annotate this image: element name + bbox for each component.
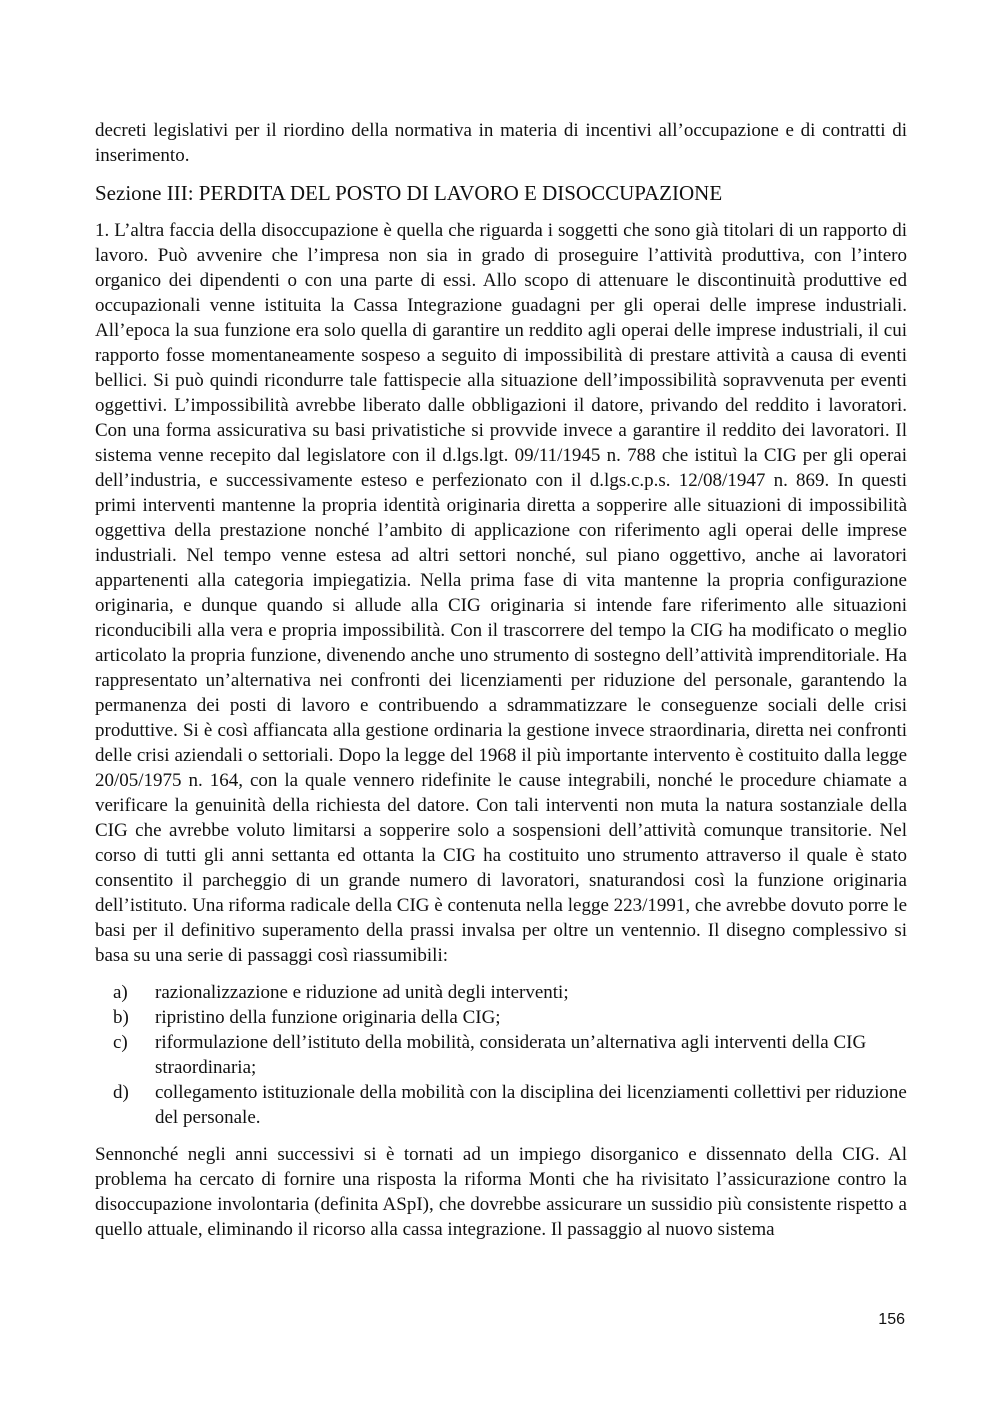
- page-number: 156: [878, 1311, 905, 1328]
- intro-paragraph: decreti legislativi per il riordino della normativa in materia di incentivi all’occupazione e di contratti di inserimento.: [95, 120, 907, 166]
- list-item-text: collegamento istituzionale della mobilità con la disciplina dei licenziamenti collettivi per riduzione del personale.: [155, 1082, 907, 1128]
- enumerated-list: [95, 980, 907, 1130]
- list-item-text: riformulazione dell’istituto della mobilità, considerata un’alternativa agli interventi della CIG straordinaria;: [155, 1032, 867, 1078]
- list-item-marker: d): [113, 1082, 129, 1103]
- list-item-marker: a): [113, 982, 128, 1003]
- body-paragraph-1: 1. L’altra faccia della disoccupazione è quella che riguarda i soggetti che sono già titolari di un rapporto di lavoro. Può avvenire che l’impresa non sia in grado di proseguire l’attività produttiva, con l’intero organico dei dipendenti o con una parte di essi. Allo scopo di attenuare le discontinuità produttive ed occupazionali venne istituita la Cassa Integrazione guadagni per gli operai delle imprese industriali. All’epoca la sua funzione era solo quella di garantire un reddito agli operai delle imprese industriali, il cui rapporto fosse momentaneamente sospeso a seguito di impossibilità di prestare attività a causa di eventi bellici. Si può quindi ricondurre tale fattispecie alla situazione dell’impossibilità sopravvenuta per eventi oggettivi. L’impossibilità avrebbe liberato dalle obbligazioni il datore, privando del reddito i lavoratori. Con una forma assicurativa su basi privatistiche si provvide invece a garantire il reddito dei lavoratori. Il sistema venne recepito dal legislatore con il d.lgs.lgt. 09/11/1945 n. 788 che istituì la CIG per gli operai dell’industria, e successivamente esteso e perfezionato con il d.lgs.c.p.s. 12/08/1947 n. 869. In questi primi interventi mantenne la propria identità originaria diretta a sopperire alle situazioni di impossibilità oggettiva della prestazione nonché l’ambito di applicazione con riferimento agli operai delle imprese industriali. Nel tempo venne estesa ad altri settori nonché, sul piano oggettivo, anche ai lavoratori appartenenti alla categoria impiegatizia. Nella prima fase di vita mantenne la propria configurazione originaria, e dunque quando si allude alla CIG originaria si intende fare riferimento alle situazioni riconducibili alla vera e propria impossibilità. Con il trascorrere del tempo la CIG ha modificato o meglio articolato la propria funzione, divenendo anche uno strumento di sostegno dell’attività imprenditoriale. Ha rappresentato un’alternativa nei confronti dei licenziamenti per riduzione del personale, garantendo la permanenza dei posti di lavoro e contribuendo a sdrammatizzare le conseguenze sociali delle crisi produttive. Si è così affiancata alla gestione ordinaria la gestione invece straordinaria, diretta nei confronti delle crisi aziendali o settoriali. Dopo la legge del 1968 il più importante intervento è costituito dalla legge 20/05/1975 n. 164, con la quale vennero ridefinite le cause integrabili, nonché le procedure chiamate a verificare la genuinità della richiesta del datore. Con tali interventi non muta la natura sostanziale della CIG che avrebbe voluto limitarsi a sopperire solo a sospensioni dell’attività comunque transitorie. Nel corso di tutti gli anni settanta ed ottanta la CIG ha costituito uno strumento attraverso il quale è stato consentito il parcheggio di un grande numero di lavoratori, snaturandosi così la funzione originaria dell’istituto. Una riforma radicale della CIG è contenuta nella legge 223/1991, che avrebbe dovuto porre le basi per il definitivo superamento della prassi invalsa per oltre un ventennio. Il disegno complessivo si basa su una serie di passaggi così riassumibili:: [95, 220, 907, 966]
- document-page: [95, 118, 907, 1242]
- list-item: [95, 980, 907, 1005]
- list-item: [95, 1005, 907, 1030]
- body-paragraph-2: Sennonché negli anni successivi si è tornati ad un impiego disorganico e dissennato della CIG. Al problema ha cercato di fornire una risposta la riforma Monti che ha rivisitato l’assicurazione contro la disoccupazione involontaria (definita ASpI), che dovrebbe assicurare un sussidio più consistente rispetto a quello attuale, eliminando il ricorso alla cassa integrazione. Il passaggio al nuovo sistema: [95, 1144, 907, 1240]
- list-item-marker: c): [113, 1032, 128, 1053]
- list-item-text: razionalizzazione e riduzione ad unità degli interventi;: [155, 982, 569, 1003]
- section-title: Sezione III: PERDITA DEL POSTO DI LAVORO E DISOCCUPAZIONE: [95, 181, 723, 205]
- list-item: [95, 1080, 907, 1130]
- list-item: [95, 1030, 907, 1080]
- list-item-text: ripristino della funzione originaria della CIG;: [155, 1007, 501, 1028]
- list-item-marker: b): [113, 1007, 129, 1028]
